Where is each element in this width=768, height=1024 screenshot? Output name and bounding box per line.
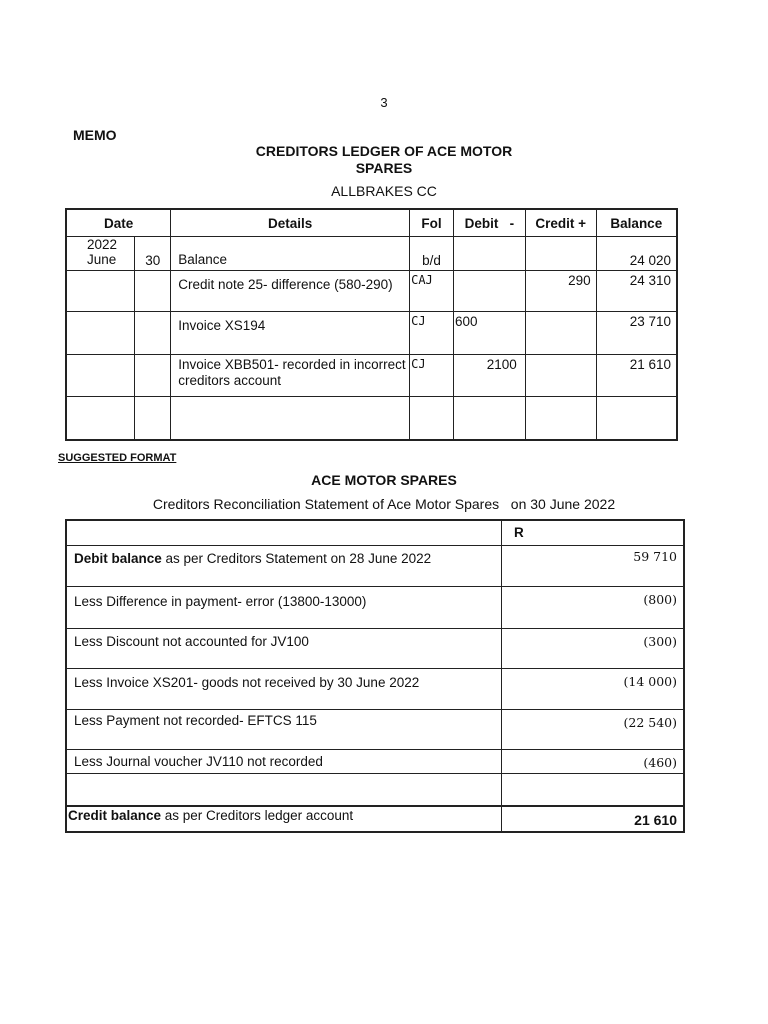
ledger-debit: 600 [453, 312, 525, 355]
ledger-header-credit: Credit + [525, 209, 596, 237]
ledger-credit [525, 397, 596, 440]
ledger-details: Credit note 25- difference (580-290) [171, 271, 410, 312]
ledger-header-debit: Debit - [453, 209, 525, 237]
recon-row [66, 773, 684, 806]
ledger-balance: 21 610 [596, 355, 677, 397]
recon-amount [502, 773, 684, 806]
recon-desc [66, 545, 502, 586]
ledger-header-fol: Fol [410, 209, 454, 237]
ledger-fol [410, 397, 454, 440]
ledger-credit [525, 237, 596, 271]
ledger-day [135, 355, 171, 397]
ledger-row [66, 271, 677, 312]
recon-desc: Less Invoice XS201- goods not received by 30 June 2022 [66, 668, 502, 709]
ledger-details: Invoice XS194 [171, 312, 410, 355]
ledger-fol: CAJ [410, 271, 454, 312]
recon-final-text: as per Creditors ledger account [161, 808, 354, 823]
ledger-credit [525, 312, 596, 355]
recon-desc: Less Journal voucher JV110 not recorded [66, 749, 502, 773]
ledger-day [135, 312, 171, 355]
recon-row [66, 709, 684, 749]
reconciliation-title: ACE MOTOR SPARES [311, 472, 457, 488]
ledger-credit: 290 [525, 271, 596, 312]
ledger-row [66, 312, 677, 355]
ledger-date [66, 237, 135, 271]
suggested-format-label: SUGGESTED FORMAT [58, 452, 177, 464]
ledger-credit [525, 355, 596, 397]
ledger-header-details: Details [171, 209, 410, 237]
recon-header-currency: R [502, 520, 684, 545]
recon-desc: Less Difference in payment- error (13800-13000) [66, 586, 502, 628]
recon-amount: (800) [502, 586, 684, 628]
recon-amount: (22 540) [502, 709, 684, 749]
ledger-debit [453, 271, 525, 312]
recon-row [66, 668, 684, 709]
ledger-row [66, 397, 677, 440]
recon-final-row [66, 806, 684, 832]
recon-row [66, 586, 684, 628]
ledger-month: June [87, 252, 117, 267]
recon-final-desc [66, 806, 502, 832]
ledger-fol: CJ [410, 312, 454, 355]
reconciliation-subtitle: Creditors Reconciliation Statement of Ace Motor Spares on 30 June 2022 [152, 496, 616, 512]
ledger-title-line1: CREDITORS LEDGER OF ACE MOTOR [255, 143, 513, 159]
ledger-date [66, 397, 135, 440]
ledger-balance: 24 020 [596, 237, 677, 271]
ledger-header-date: Date [66, 209, 171, 237]
ledger-row [66, 355, 677, 397]
recon-final-amount: 21 610 [502, 806, 684, 832]
ledger-details: Balance [171, 237, 410, 271]
ledger-details [171, 397, 410, 440]
ledger-debit: 2100 [453, 355, 525, 397]
ledger-debit [453, 237, 525, 271]
ledger-balance: 24 310 [596, 271, 677, 312]
ledger-title [234, 143, 534, 177]
recon-row [66, 749, 684, 773]
ledger-year: 2022 [87, 237, 118, 252]
creditors-ledger-table [65, 208, 678, 441]
recon-desc-bold: Debit balance [74, 550, 162, 566]
recon-amount: (460) [502, 749, 684, 773]
recon-final-bold: Credit balance [68, 808, 162, 823]
ledger-day [135, 271, 171, 312]
ledger-date [66, 355, 135, 397]
ledger-header-balance: Balance [596, 209, 677, 237]
ledger-details: Invoice XBB501- recorded in incorrect creditors account [171, 355, 410, 397]
ledger-day: 30 [135, 237, 171, 271]
ledger-title-line2: SPARES [355, 160, 413, 176]
ledger-debit [453, 397, 525, 440]
recon-desc: Less Payment not recorded- EFTCS 115 [66, 709, 502, 749]
ledger-row [66, 237, 677, 271]
ledger-header-row [66, 209, 677, 237]
recon-header-desc [66, 520, 502, 545]
recon-amount: (300) [502, 628, 684, 668]
recon-row [66, 545, 684, 586]
reconciliation-table [65, 519, 685, 833]
recon-row [66, 628, 684, 668]
ledger-fol: b/d [410, 237, 454, 271]
ledger-date [66, 271, 135, 312]
recon-header-row [66, 520, 684, 545]
ledger-balance: 23 710 [596, 312, 677, 355]
ledger-balance [596, 397, 677, 440]
recon-desc-text: as per Creditors Statement on 28 June 2022 [161, 550, 432, 566]
page-number: 3 [380, 95, 388, 110]
ledger-date [66, 312, 135, 355]
recon-desc [66, 773, 502, 806]
recon-desc: Less Discount not accounted for JV100 [66, 628, 502, 668]
ledger-day [135, 397, 171, 440]
recon-amount: 59 710 [502, 545, 684, 586]
ledger-fol: CJ [410, 355, 454, 397]
recon-amount: (14 000) [502, 668, 684, 709]
ledger-subtitle: ALLBRAKES CC [331, 183, 437, 199]
memo-label: MEMO [73, 127, 117, 143]
